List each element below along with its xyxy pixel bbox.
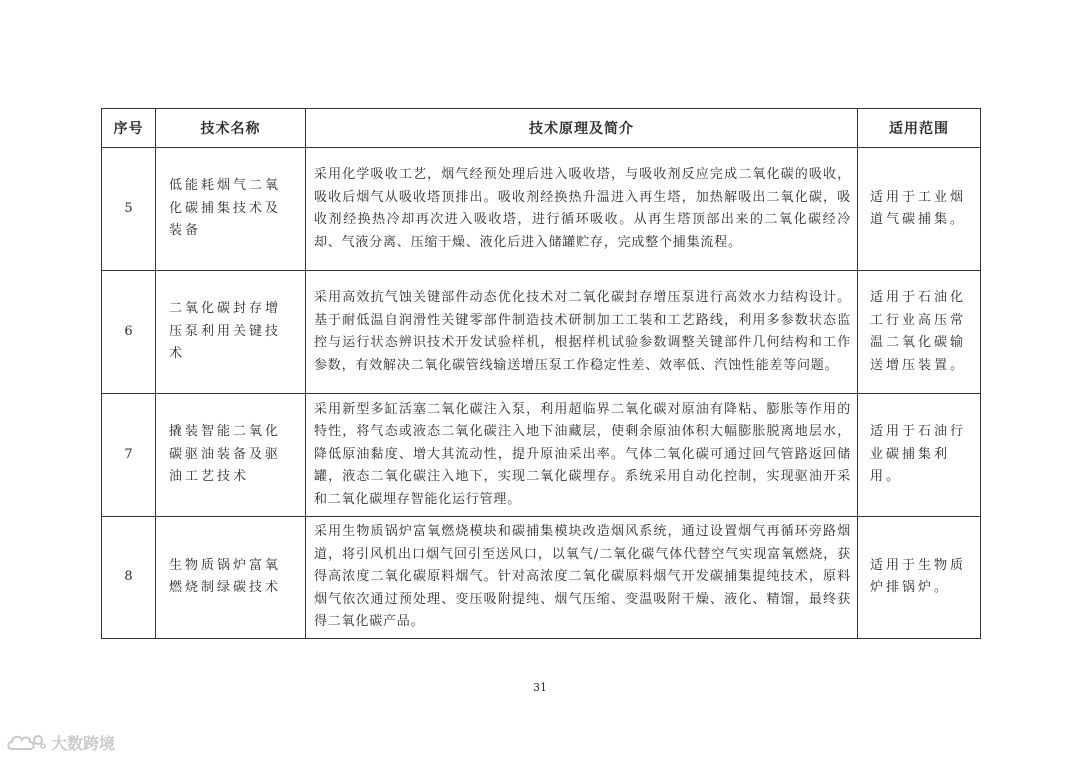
cloud-logo-icon: [6, 732, 46, 754]
table-row: [102, 148, 981, 271]
row-tech-name: 低能耗烟气二氧化碳捕集技术及装备: [156, 148, 306, 271]
header-index: 序号: [102, 109, 156, 148]
row-description: 采用化学吸收工艺，烟气经预处理后进入吸收塔，与吸收剂反应完成二氧化碳的吸收，吸收后烟气从吸收塔顶排出。吸收剂经换热升温进入再生塔，加热解吸出二氧化碳，吸收剂经换热冷却再次进入吸收塔，进行循环吸收。从再生塔顶部出来的二氧化碳经冷却、气液分离、压缩干燥、液化后进入储罐贮存，完成整个捕集流程。: [306, 148, 858, 271]
row-scope: 适用于工业烟道气碳捕集。: [858, 148, 981, 271]
row-tech-name: 二氧化碳封存增压泵利用关键技术: [156, 271, 306, 394]
row-index: 8: [102, 517, 156, 639]
watermark-text: 大数跨境: [51, 734, 116, 753]
row-tech-name: 生物质锅炉富氧燃烧制绿碳技术: [156, 517, 306, 639]
header-principle: 技术原理及简介: [306, 109, 858, 148]
row-description: 采用生物质锅炉富氧燃烧模块和碳捕集模块改造烟风系统，通过设置烟气再循环旁路烟道，将引风机出口烟气回引至送风口，以氧气/二氧化碳气体代替空气实现富氧燃烧，获得高浓度二氧化碳原料烟气。针对高浓度二氧化碳原料烟气开发碳捕集提纯技术，原料烟气依次通过预处理、变压吸附提纯、烟气压缩、变温吸附干燥、液化、精馏，最终获得二氧化碳产品。: [306, 517, 858, 639]
row-tech-name: 撬装智能二氧化碳驱油装备及驱油工艺技术: [156, 394, 306, 517]
header-tech-name: 技术名称: [156, 109, 306, 148]
row-description: 采用高效抗气蚀关键部件动态优化技术对二氧化碳封存增压泵进行高效水力结构设计。基于耐低温自润滑性关键零部件制造技术研制加工工装和工艺路线，利用多参数状态监控与运行状态辨识技术开发试验样机，根据样机试验参数调整关键部件几何结构和工作参数，有效解决二氧化碳管线输送增压泵工作稳定性差、效率低、汽蚀性能差等问题。: [306, 271, 858, 394]
watermark: [6, 731, 115, 754]
row-scope: 适用于石油化工行业高压常温二氧化碳输送增压装置。: [858, 271, 981, 394]
row-index: 7: [102, 394, 156, 517]
header-scope: 适用范围: [858, 109, 981, 148]
table-row: [102, 517, 981, 639]
technology-table: [101, 108, 981, 639]
table-header-row: [102, 109, 981, 148]
row-index: 5: [102, 148, 156, 271]
row-index: 6: [102, 271, 156, 394]
row-scope: 适用于石油行业碳捕集利用。: [858, 394, 981, 517]
page-number: 31: [533, 681, 547, 694]
row-scope: 适用于生物质炉排锅炉。: [858, 517, 981, 639]
table-row: [102, 394, 981, 517]
row-description: 采用新型多缸活塞二氧化碳注入泵，利用超临界二氧化碳对原油有降粘、膨胀等作用的特性，将气态或液态二氧化碳注入地下油藏层，使剩余原油体积大幅膨胀脱离地层水，降低原油黏度、增大其流动性，提升原油采出率。气体二氧化碳可通过回气管路返回储罐，液态二氧化碳注入地下，实现二氧化碳埋存。系统采用自动化控制，实现驱油开采和二氧化碳埋存智能化运行管理。: [306, 394, 858, 517]
table-row: [102, 271, 981, 394]
